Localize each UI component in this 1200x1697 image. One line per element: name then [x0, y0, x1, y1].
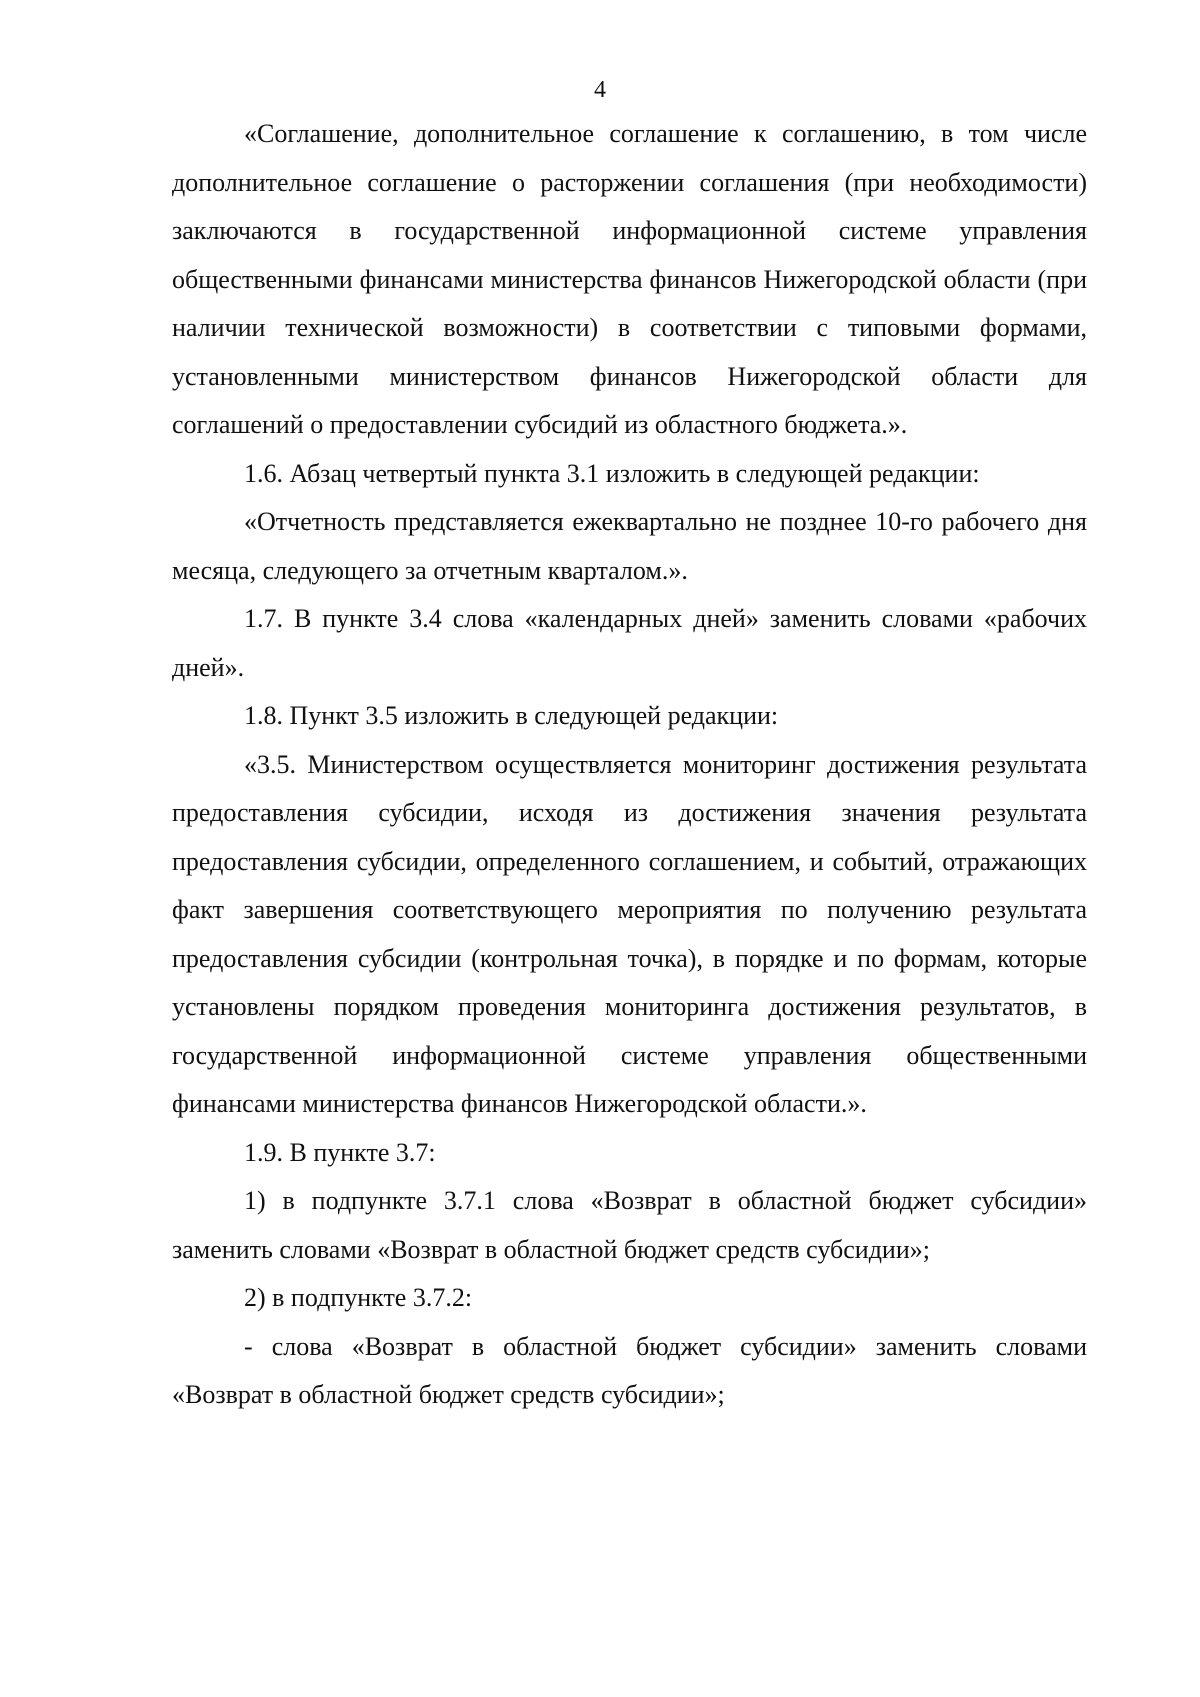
paragraph-subitem-3-7-2: 2) в подпункте 3.7.2:: [244, 1283, 473, 1312]
paragraph-item-1-8: 1.8. Пункт 3.5 изложить в следующей редакции:: [244, 701, 779, 730]
paragraph-item-1-6: 1.6. Абзац четвертый пункта 3.1 изложить в следующей редакции:: [244, 458, 980, 488]
paragraph-subitem-3-7-1: 1) в подпункте 3.7.1 слова «Возврат в областной бюджет субсидии» заменить словами «Возврат в областной бюджет средств субсидии»;: [172, 1186, 1087, 1264]
document-body: [172, 110, 1087, 1420]
paragraph-item-1-7: 1.7. В пункте 3.4 слова «календарных дней» заменить словами «рабочих дней».: [172, 604, 1087, 682]
paragraph-replace-words: - слова «Возврат в областной бюджет субсидии» заменить словами «Возврат в областной бюджет средств субсидии»;: [172, 1331, 1087, 1409]
page-number: 4: [594, 77, 606, 103]
paragraph-agreement-conclusion: «Соглашение, дополнительное соглашение к соглашению, в том числе дополнительное соглашение о расторжении соглашения (при необходимости) заключаются в государственной информационной системе управления общественными финансами министерства финансов Нижегородской области (при наличии технической возможности) в соответствии с типовыми формами, установленными министерством финансов Нижегородской области для соглашений о предоставлении субсидий из областного бюджета.».: [172, 119, 1087, 439]
paragraph-reporting: «Отчетность представляется ежеквартально не позднее 10-го рабочего дня месяца, следующего за отчетным кварталом.».: [172, 507, 1087, 585]
paragraph-item-1-9: 1.9. В пункте 3.7:: [244, 1137, 436, 1167]
paragraph-item-3-5: «3.5. Министерством осуществляется мониторинг достижения результата предоставления субсидии, исходя из достижения значения результата предоставления субсидии, определенного соглашением, и событий, отражающих факт завершения соответствующего мероприятия по получению результата предоставления субсидии (контрольная точка), в порядке и по формам, которые установлены порядком проведения мониторинга достижения результатов, в государственной информационной системе управления общественными финансами министерства финансов Нижегородской области.».: [172, 749, 1087, 1118]
